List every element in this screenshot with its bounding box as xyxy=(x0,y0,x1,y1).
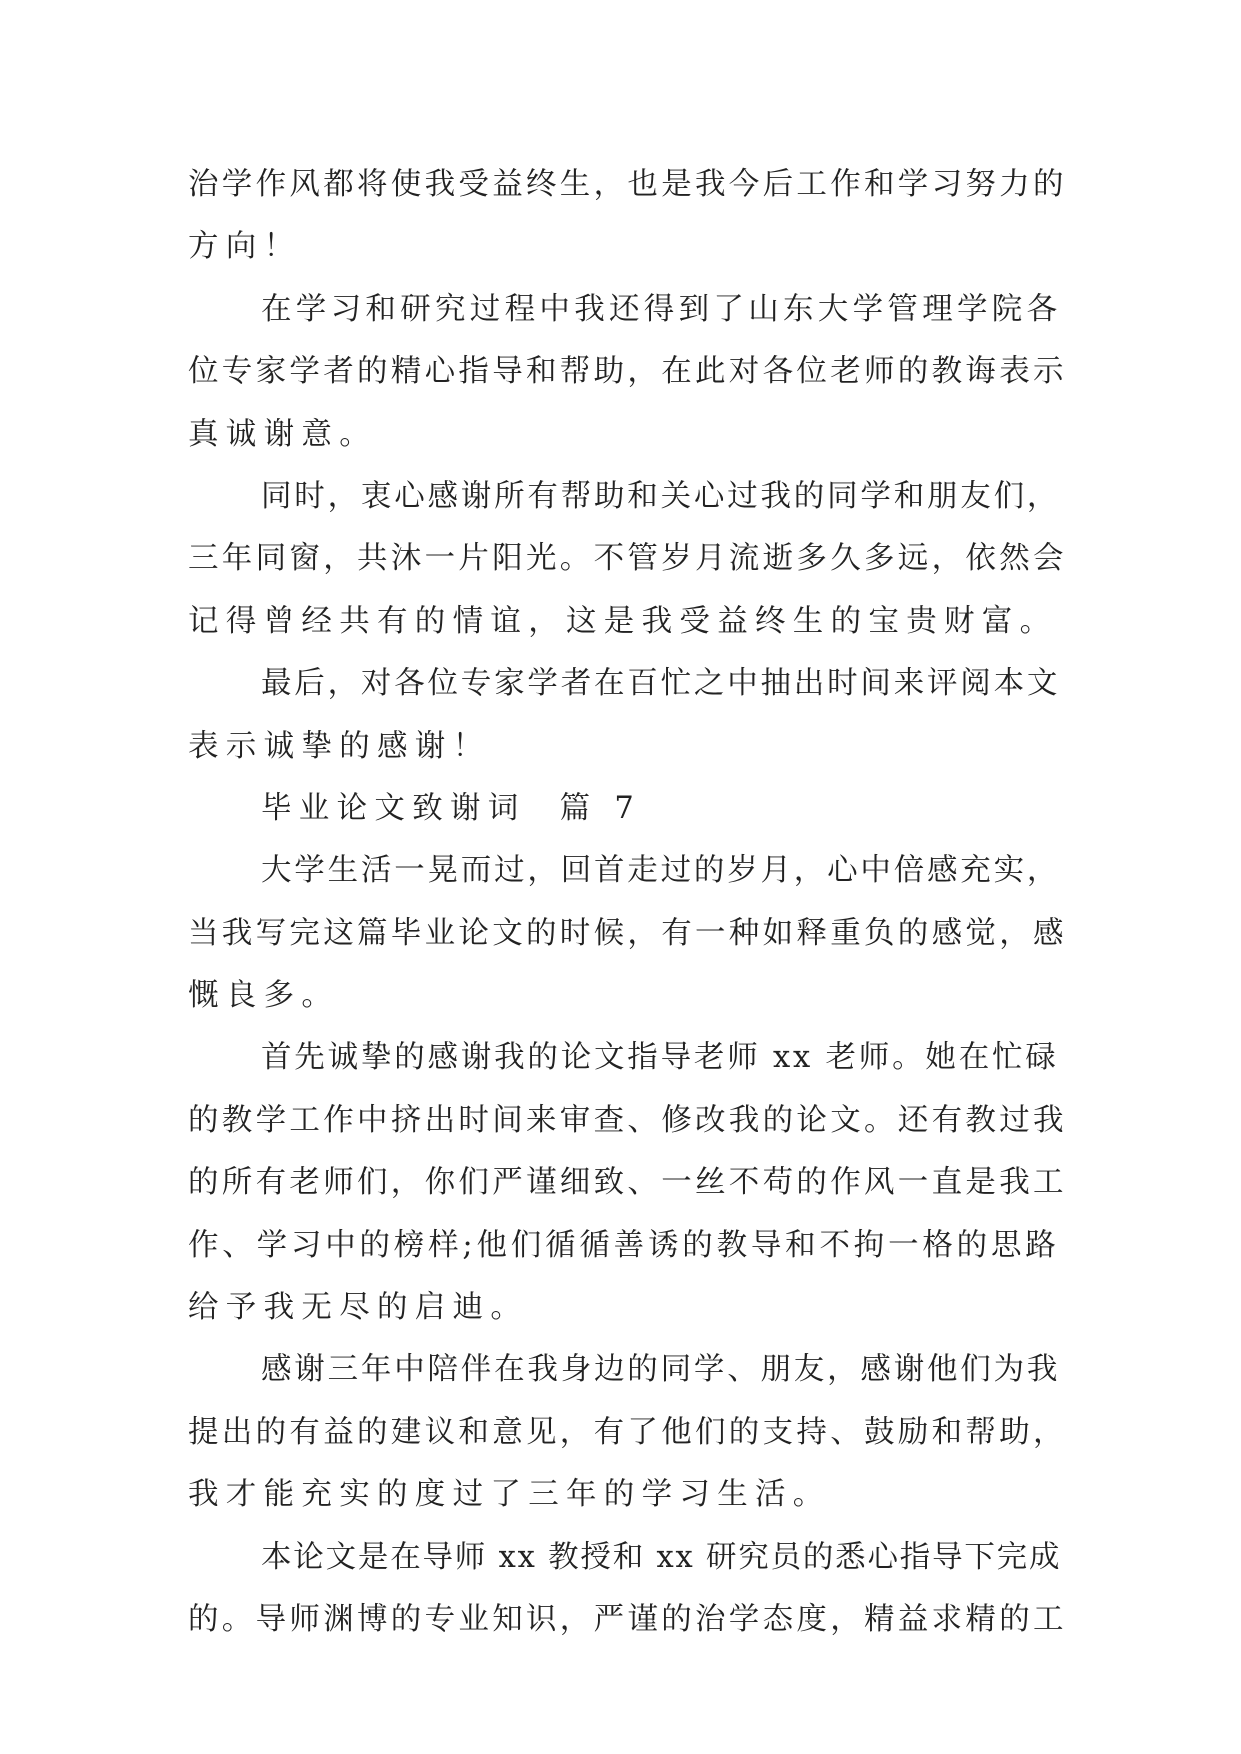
document-body xyxy=(188,154,1068,1651)
text-line: 大学生活一晃而过，回首走过的岁月，心中倍感充实， xyxy=(261,853,1061,889)
text-line: 记得曾经共有的情谊，这是我受益终生的宝贵财富。 xyxy=(188,603,1058,639)
text-line: 三年同窗，共沐一片阳光。不管岁月流逝多久多远，依然会 xyxy=(188,541,1067,577)
text-line: 同时，衷心感谢所有帮助和关心过我的同学和朋友们， xyxy=(261,478,1061,514)
text-line: 慨良多。 xyxy=(188,978,340,1014)
text-line: 我才能充实的度过了三年的学习生活。 xyxy=(188,1477,831,1513)
section-heading: 毕业论文致谢词 篇 7 xyxy=(261,790,642,826)
text-line: 给予我无尽的启迪。 xyxy=(188,1290,529,1326)
text-line: 的所有老师们，你们严谨细致、一丝不苟的作风一直是我工 xyxy=(188,1165,1067,1201)
text-line: 首先诚挚的感谢我的论文指导老师 xx 老师。她在忙碌 xyxy=(261,1040,1059,1076)
text-line: 感谢三年中陪伴在我身边的同学、朋友，感谢他们为我 xyxy=(261,1352,1061,1388)
text-line: 提出的有益的建议和意见，有了他们的支持、鼓励和帮助， xyxy=(188,1414,1067,1450)
text-line: 在学习和研究过程中我还得到了山东大学管理学院各 xyxy=(261,291,1062,327)
text-line: 真诚谢意。 xyxy=(188,416,377,452)
text-line: 本论文是在导师 xx 教授和 xx 研究员的悉心指导下完成 xyxy=(261,1539,1062,1575)
text-line: 作、学习中的榜样;他们循循善诱的教导和不拘一格的思路 xyxy=(188,1227,1060,1263)
text-line: 最后，对各位专家学者在百忙之中抽出时间来评阅本文 xyxy=(261,666,1061,702)
text-line: 位专家学者的精心指导和帮助，在此对各位老师的教诲表示 xyxy=(188,354,1067,390)
text-line: 当我写完这篇毕业论文的时候，有一种如释重负的感觉，感 xyxy=(188,915,1067,951)
text-line: 表示诚挚的感谢！ xyxy=(188,728,491,764)
text-line: 的。导师渊博的专业知识，严谨的治学态度，精益求精的工 xyxy=(188,1601,1067,1637)
text-line: 方向！ xyxy=(188,229,302,265)
text-line: 的教学工作中挤出时间来审查、修改我的论文。还有教过我 xyxy=(188,1102,1067,1138)
text-line: 治学作风都将使我受益终生，也是我今后工作和学习努力的 xyxy=(188,167,1067,202)
